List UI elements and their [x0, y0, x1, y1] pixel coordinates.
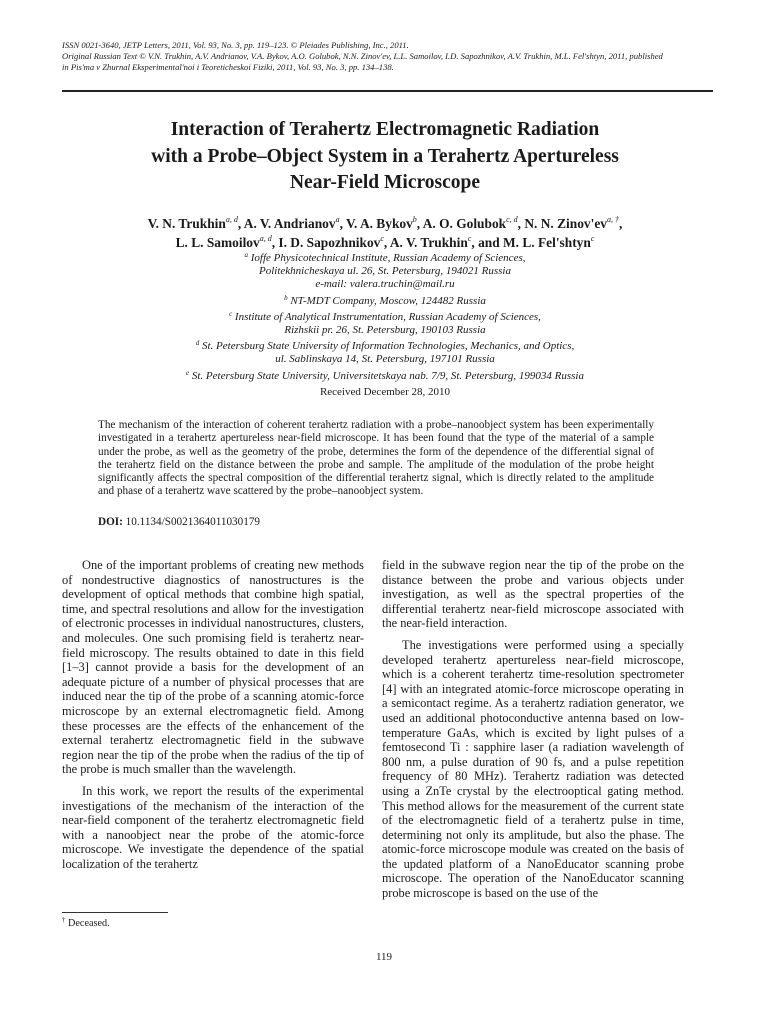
title-line-2: with a Probe–Object System in a Terahertz Apertureless [151, 145, 619, 167]
author-name: V. A. Bykov [346, 216, 413, 231]
header-line-issn: ISSN 0021-3640, JETP Letters, 2011, Vol. 93, No. 3, pp. 119–123. © Pleiades Publishing, Inc., 2011. [62, 40, 409, 50]
footnote-text: Deceased. [68, 918, 110, 929]
affiliation-mark: a [244, 251, 249, 259]
paragraph: In this work, we report the results of the experimental investigations of the mechanism of the interaction of the near-field component of the terahertz electromagnetic field with a nanoobject near the probe of the atomic-force microscope. We investigate the dependence of the spatial localization of the terahertz [62, 783, 364, 871]
affiliation-mark: c [229, 309, 233, 318]
author-affiliation-mark: c [590, 234, 595, 243]
affiliation-d-address: ul. Sablinskaya 14, St. Petersburg, 197101 Russia [275, 353, 495, 366]
affiliation-mark: b [284, 293, 288, 302]
author-name: A. O. Golubok [422, 216, 507, 231]
author-affiliation-mark: b [412, 215, 417, 224]
affiliation-text: St. Petersburg State University of Information Technologies, Mechanics, and Optics, [202, 340, 575, 353]
author-affiliation-mark: a, † [606, 215, 619, 224]
affiliation-a [62, 252, 708, 265]
author-line-1: V. N. Trukhin$^{a, d}$, A. V. Andrianov$^a$, V. A. Bykov$^b$, A. O. Golubok$^{c, d}$, N. N. $Zinov'ev^{a, \dagger}$, [147, 215, 623, 231]
title-line-1: Interaction of Terahertz Electromagnetic Radiation [170, 119, 600, 140]
author-affiliation-mark: a, d [259, 234, 272, 243]
article-title [62, 117, 708, 197]
author-list [62, 214, 708, 252]
footnote-mark: † [62, 916, 66, 924]
paragraph: One of the important problems of creating new methods of nondestructive diagnostics of nanostructures is the development of optical methods that combine high spatial, time, and spectral resolutions and allow for the investigation of electronic processes in individual nanostructures, clusters, and molecules. One such promising field is terahertz near-field microscopy. The results obtained to date in this field [1–3] cannot provide a basis for the development of an adequate picture of a number of physical processes that are induced near the tip of the probe of a scanning atomic-force microscope by an external electromagnetic field. Among these processes are the effects of the enhancement of the external terahertz electromagnetic field in the subwave region near the tip of the probe when the radius of the tip of the probe is much smaller than the wavelength. [62, 558, 364, 777]
author-line-2: L. L. Samoilov$^{a, d}$, I. D. Sapozhnikov$^c$, A. V. Trukhin$^c$, and M. L. Fel'shtyn$^c$ [175, 234, 595, 250]
author-name: I. D. Sapozhnikov [278, 235, 381, 250]
affiliation-c [62, 311, 708, 324]
page-number: 119 [375, 951, 393, 963]
author-affiliation-mark: c [380, 234, 384, 243]
author-name: L. L. Samoilov [175, 235, 260, 250]
received-date: Received December 28, 2010 [319, 386, 451, 398]
author-name: A. V. Trukhin [389, 235, 468, 250]
affiliation-mark: d [195, 339, 200, 348]
affiliation-c-address: Rizhskii pr. 26, St. Petersburg, 190103 Russia [284, 324, 486, 337]
author-name: A. V. Andrianov [243, 216, 336, 231]
affiliation-text: Institute of Analytical Instrumentation, Russian Academy of Sciences, [234, 310, 541, 323]
header-line-original: Original Russian Text © V.N. Trukhin, A.V. Andrianov, V.A. Bykov, A.O. Golubok, N.N. Zinov'ev, L.L. Samoilov, I.D. Sapozhnikov, A.V. Trukhin, M.L. Fel'shtyn, 2011, published [62, 51, 663, 61]
affiliation-e [62, 370, 708, 383]
doi-label: DOI: [98, 516, 123, 528]
author-name: N. N. Zinov'ev [524, 216, 607, 231]
paragraph: field in the subwave region near the tip of the probe on the distance between the probe and various objects under investigation, as well as the spectral properties of the differential terahertz near-field microscope associated with the near-field interaction. [382, 558, 684, 631]
header-rule [62, 90, 713, 92]
footnote [62, 918, 110, 930]
journal-header [62, 40, 712, 73]
title-line-3: Near-Field Microscope [289, 172, 481, 193]
author-affiliation-mark: c, d [506, 215, 518, 224]
affiliation-text: Ioffe Physicotechnical Institute, Russian Academy of Sciences, [250, 252, 526, 264]
affiliation-d [62, 340, 708, 353]
footnote-rule [62, 912, 168, 913]
body-column-left [62, 558, 364, 871]
affiliation-text: NT-MDT Company, Moscow, 124482 Russia [290, 294, 486, 307]
author-name: V. N. Trukhin [147, 216, 226, 231]
affiliation-b [62, 295, 708, 308]
doi-link[interactable]: 10.1134/S0021364011030179 [125, 516, 261, 528]
paragraph: The investigations were performed using a specially developed terahertz apertureless near-field microscope, which is a coherent terahertz time-resolution spectrometer [4] with an integrated atomic-force microscope operating in a semicontact regime. As a terahertz radiation generator, we used an additional photoconductive antenna based on low-temperature GaAs, which is excited by light pulses of a femtosecond Ti : sapphire laser (a radiation wavelength of 800 nm, a pulse duration of 90 fs, and a pulse repetition frequency of 80 MHz). Terahertz radiation was detected using a ZnTe crystal by the electrooptical gating method. This method allows for the measurement of the current state of the electromagnetic field of a terahertz pulse in time, determining not only its amplitude, but also the phase. The atomic-force microscope module was created on the basis of the updated platform of a NanoEducator scanning probe microscope. The operation of the NanoEducator scanning probe microscope is based on the use of the [382, 637, 684, 901]
author-affiliation-mark: c [467, 234, 472, 243]
header-line-published: in Pis'ma v Zhurnal Eksperimental'noi i Teoreticheskoi Fiziki, 2011, Vol. 93, No. 3, pp. 134–138. [62, 62, 394, 72]
affiliation-text: St. Petersburg State University, Universitetskaya nab. 7/9, St. Petersburg, 199034 Russia [191, 369, 584, 382]
abstract: The mechanism of the interaction of coherent terahertz radiation with a probe–nanoobject system has been experimentally investigated in a terahertz apertureless near-field microscope. It has been found that the type of the material of a sample under the probe, as well as the geometry of the probe, determines the form of the dependence of the differential signal of the terahertz field on the distance between the probe and sample. The amplitude of the modulation of the probe height significantly affects the spectral composition of the differential terahertz signal, which is directly related to the amplitude and phase of a terahertz wave scattered by the probe–nanoobject system. [98, 419, 654, 498]
affiliation-email: e-mail: valera.truchin@mail.ru [315, 278, 455, 291]
body-column-right [382, 558, 684, 901]
author-affiliation-mark: a [335, 215, 340, 224]
author-name: M. L. Fel'shtyn [503, 235, 591, 250]
affiliations [62, 252, 708, 383]
affiliation-mark: e [186, 368, 190, 377]
affiliation-a-address: Politekhnicheskaya ul. 26, St. Petersburg, 194021 Russia [259, 265, 511, 278]
doi-line [98, 516, 654, 529]
author-affiliation-mark: a, d [225, 215, 238, 224]
